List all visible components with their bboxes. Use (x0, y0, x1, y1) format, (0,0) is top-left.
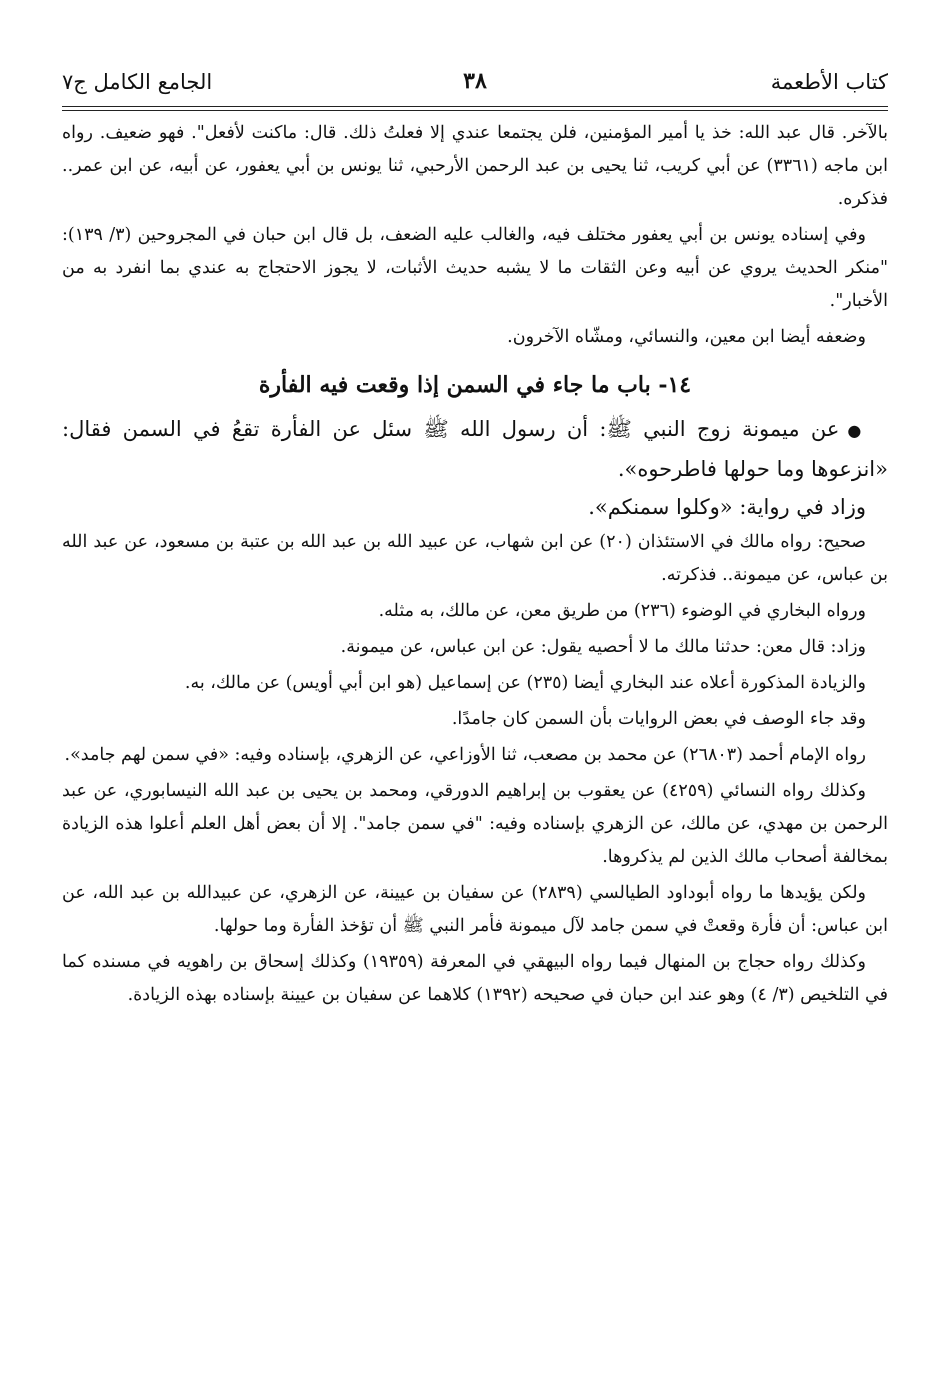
paragraph: بالآخر. قال عبد الله: خذ يا أمير المؤمنين، فلن يجتمعا عندي إلا فعلتُ ذلك. قال: ماكنت لأفعل". فهو ضعيف. رواه ابن ماجه (٣٣٦١) عن أبي كريب، ثنا يحيى بن عبد الرحمن الأرحبي، ثنا يونس بن أبي يعفور، عن أبيه، عن ابن عمر.. فذكره. (62, 123, 889, 209)
hadith-text (62, 410, 888, 488)
paragraph: صحيح: رواه مالك في الاستئذان (٢٠) عن ابن شهاب، عن عبيد الله بن عبد الله بن عتبة بن مسعود، عن عبد الله بن عباس، عن ميمونة.. فذكرته. (62, 532, 888, 585)
hadith-addition: وزاد في رواية: «وكلوا سمنكم». (588, 495, 866, 519)
hadith-body: عن ميمونة زوج النبي ﷺ: أن رسول الله ﷺ سئل عن الفأرة تقعُ في السمن فقال: «انزعوها وما حولها فاطرحوه». (62, 417, 888, 481)
book-page (62, 60, 888, 1012)
section-heading: ١٤- باب ما جاء في السمن إذا وقعت فيه الفأرة (258, 372, 692, 398)
paragraph: وزاد: قال معن: حدثنا مالك ما لا أحصيه يقول: عن ابن عباس، عن ميمونة. (340, 637, 866, 657)
page-number: ٣٨ (463, 68, 487, 94)
page-header (62, 60, 888, 104)
header-rule (62, 106, 888, 107)
paragraph: ولكن يؤيدها ما رواه أبوداود الطيالسي (٢٨٣٩) عن سفيان بن عيينة، عن الزهري، عن عبيدالله بن عبد الله، عن ابن عباس: أن فأرة وقعتْ في سمن جامد لآل ميمونة فأمر النبي ﷺ أن تؤخذ الفأرة وما حولها. (62, 883, 888, 936)
paragraph: وضعفه أيضا ابن معين، والنسائي، ومشّاه الآخرون. (507, 327, 866, 347)
paragraph: ورواه البخاري في الوضوء (٢٣٦) من طريق معن، عن مالك، به مثله. (378, 601, 866, 621)
paragraph: رواه الإمام أحمد (٢٦٨٠٣) عن محمد بن مصعب، ثنا الأوزاعي، عن الزهري، بإسناده وفيه: «في سمن لهم جامد». (64, 745, 866, 765)
paragraph: وكذلك رواه حجاج بن المنهال فيما رواه البيهقي في المعرفة (١٩٣٥٩) وكذلك إسحاق بن راهويه في مسنده كما في التلخيص (٣/ ٤) وهو عند ابن حبان في صحيحه (١٣٩٢) كلاهما عن سفيان بن عيينة بإسناده بهذه الزيادة. (62, 952, 888, 1005)
paragraph: وكذلك رواه النسائي (٤٢٥٩) عن يعقوب بن إبراهيم الدورقي، ومحمد بن يحيى بن عبد الله النيسابوري، عن عبد الرحمن بن مهدي، عن مالك، عن الزهري بإسناده وفيه: "في سمن جامد". إلا أن بعض أهل العلم أعلوا هذه الزيادة بمخالفة أصحاب مالك الذين لم يذكروها. (62, 781, 888, 867)
paragraph: والزيادة المذكورة أعلاه عند البخاري أيضا (٢٣٥) عن إسماعيل (هو ابن أبي أويس) عن مالك، به. (184, 673, 866, 693)
volume-title: الجامع الكامل ج٧ (62, 70, 213, 94)
bullet-icon: ● (847, 421, 866, 440)
header-rule-inner (62, 110, 888, 111)
paragraph: وقد جاء الوصف في بعض الروايات بأن السمن كان جامدًا. (451, 709, 866, 729)
paragraph: وفي إسناده يونس بن أبي يعفور مختلف فيه، والغالب عليه الضعف، بل قال ابن حبان في المجروحين (٣/ ١٣٩): "منكر الحديث يروي عن أبيه وعن الثقات ما لا يشبه حديث الأثبات، لا يجوز الاحتجاج به عندي بما انفرد به من الأخبار". (62, 225, 888, 311)
book-title: كتاب الأطعمة (770, 70, 888, 94)
